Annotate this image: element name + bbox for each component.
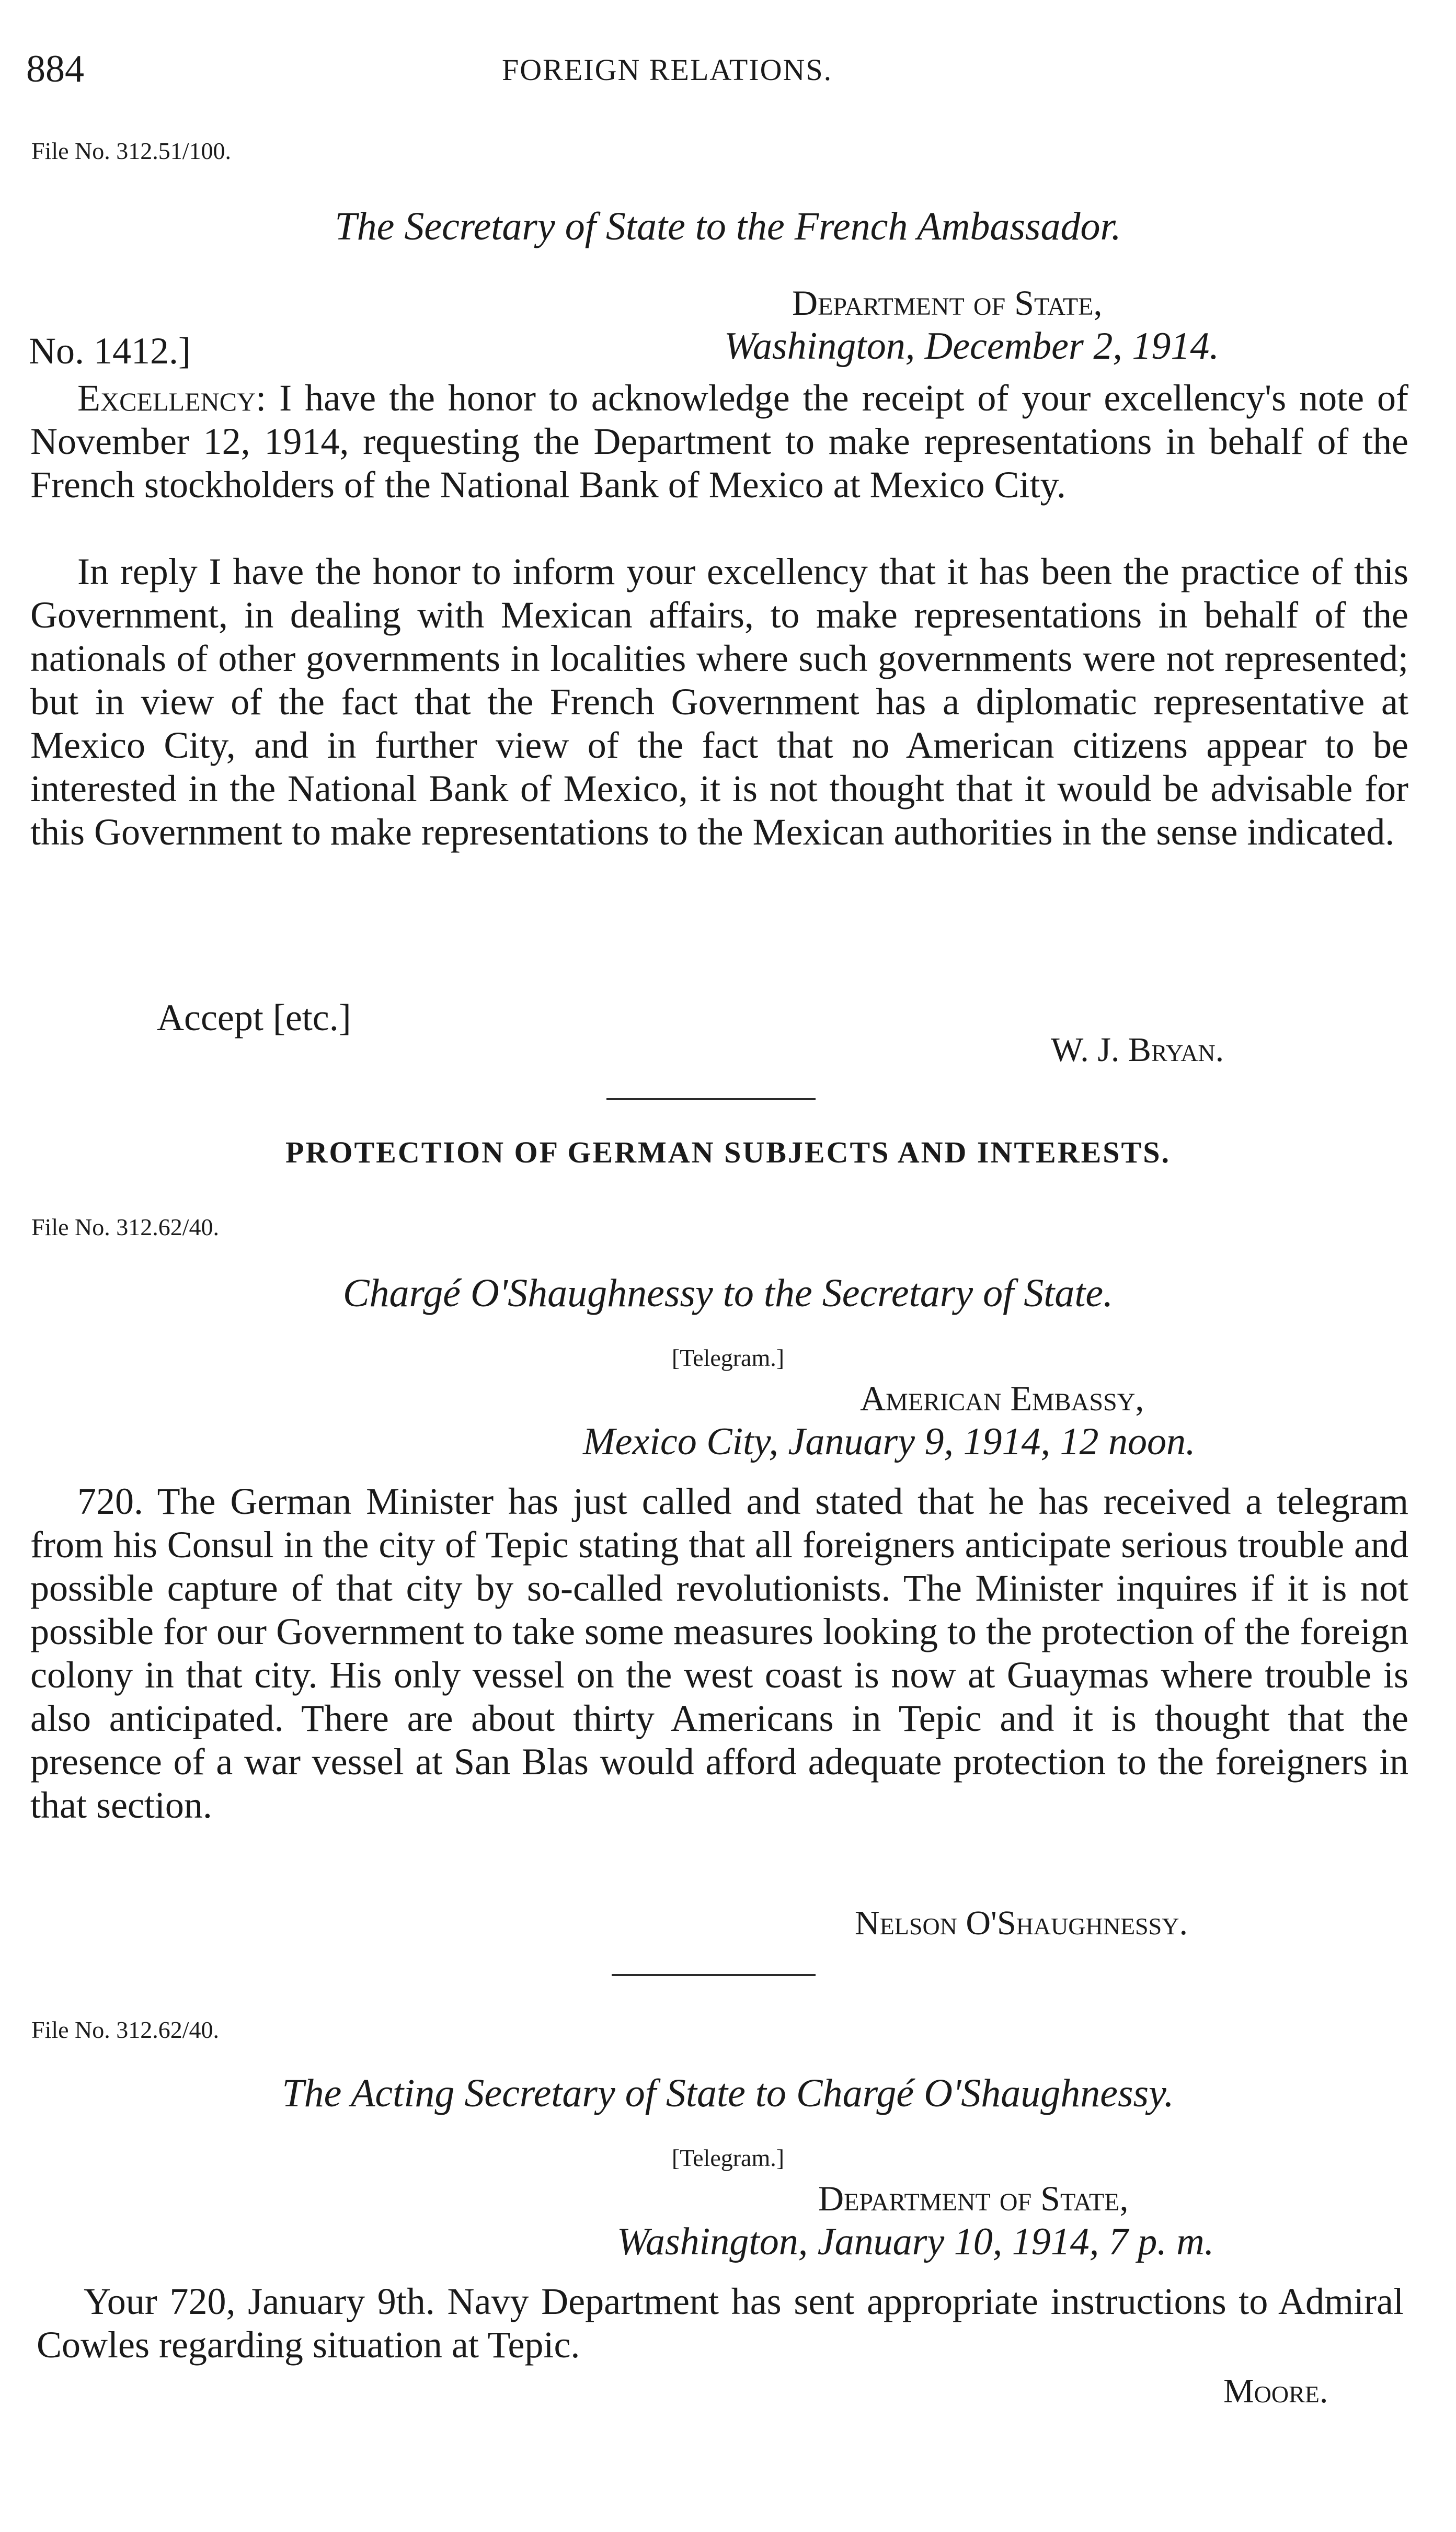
- file-number: File No. 312.51/100.: [31, 138, 232, 164]
- sender-embassy: American Embassy,: [860, 1378, 1144, 1418]
- section-heading: PROTECTION OF GERMAN SUBJECTS AND INTERESTS.: [285, 1135, 1171, 1169]
- place-date: Mexico City, January 9, 1914, 12 noon.: [583, 1420, 1196, 1463]
- divider: [606, 1098, 816, 1100]
- telegram-body: 720. The German Minister has just called and stated that he has received a telegram from his Consul in the city of Tepic stating that all foreigners anticipate serious trouble and possible capture of that city by so-called revolutionists. The Minister inquires if it is not possible for our Government to take some measures looking to the protection of the foreign colony in that city. His only vessel on the west coast is now at Guaymas where trouble is also anticipated. There are about thirty Americans in Tepic and it is thought that the presence of a war vessel at San Blas would afford adequate protection to the foreigners in that section.: [30, 1480, 1408, 1826]
- signature: W. J. Bryan.: [1051, 1031, 1224, 1069]
- letter-title: Chargé O'Shaughnessy to the Secretary of State.: [342, 1271, 1114, 1315]
- sender-department: Department of State,: [818, 2179, 1129, 2218]
- file-number: File No. 312.62/40.: [31, 2016, 220, 2043]
- telegram-body: Your 720, January 9th. Navy Department has sent appropriate instructions to Admiral Cowles regarding situation at Tepic.: [37, 2280, 1404, 2366]
- signature: Nelson O'Shaughnessy.: [855, 1904, 1188, 1942]
- telegram-label: [Telegram.]: [671, 2145, 785, 2171]
- signature: Moore.: [1223, 2372, 1328, 2410]
- file-number: File No. 312.62/40.: [31, 1214, 220, 1240]
- telegram-label: [Telegram.]: [671, 1344, 785, 1371]
- letter-title: The Secretary of State to the French Ambassador.: [335, 204, 1121, 248]
- sender-department: Department of State,: [792, 283, 1103, 323]
- place-date: Washington, December 2, 1914.: [724, 325, 1219, 368]
- closing: Accept [etc.]: [157, 997, 351, 1039]
- letter-title: The Acting Secretary of State to Chargé O'Shaughnessy.: [282, 2071, 1174, 2115]
- paragraph: [30, 377, 1408, 507]
- page-number: 884: [26, 48, 84, 90]
- salutation: Excellency:: [77, 377, 267, 419]
- paragraph-text: I have the honor to acknowledge the receipt of your excellency's note of November 12, 1914, requesting the Department to make representations in behalf of the French stockholders of the National Bank of Mexico at Mexico City.: [30, 377, 1409, 506]
- running-title: FOREIGN RELATIONS.: [502, 53, 833, 87]
- paragraph: In reply I have the honor to inform your excellency that it has been the practice of this Government, in dealing with Mexican affairs, to make representations in behalf of the nationals of other governments in localities where such governments were not represented; but in view of the fact that the French Government has a diplomatic representative at Mexico City, and in further view of the fact that no American citizens appear to be interested in the National Bank of Mexico, it is not thought that it would be advisable for this Government to make representations to the Mexican authorities in the sense indicated.: [30, 551, 1408, 853]
- letter-number: No. 1412.]: [29, 330, 191, 372]
- place-date: Washington, January 10, 1914, 7 p. m.: [617, 2220, 1214, 2263]
- divider: [612, 1974, 816, 1976]
